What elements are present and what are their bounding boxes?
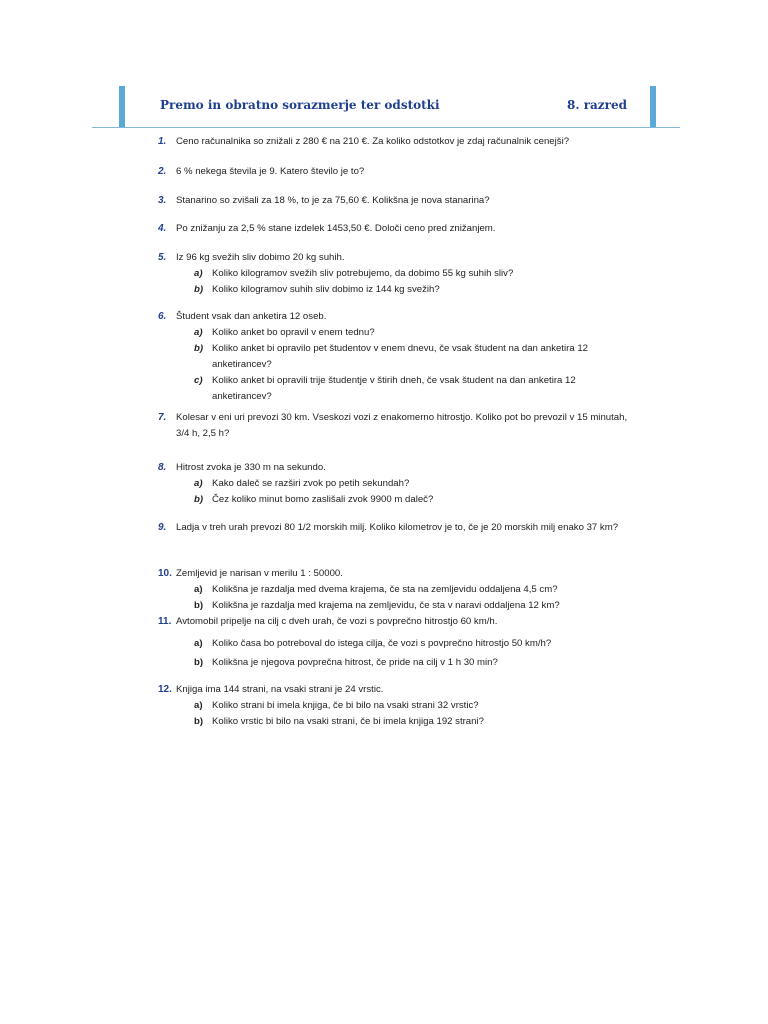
- problem-5: [158, 250, 628, 298]
- problem-text: Po znižanju za 2,5 % stane izdelek 1453,50 €. Določi ceno pred znižanjem.: [176, 223, 496, 234]
- subquestion-letter: b): [194, 657, 204, 668]
- subquestion-a: [194, 698, 628, 714]
- subquestion-a: [194, 325, 628, 341]
- problem-text: Ceno računalnika so znižali z 280 € na 210 €. Za koliko odstotkov je zdaj računalnik cenejši?: [176, 136, 570, 147]
- problem-number: 9.: [158, 522, 167, 533]
- problem-number: 12.: [158, 684, 172, 695]
- subquestion-letter: b): [194, 494, 204, 505]
- subquestion-b: [194, 492, 628, 508]
- page-title: Premo in obratno sorazmerje ter odstotki: [160, 98, 440, 112]
- header-divider: [92, 127, 680, 128]
- subquestion-text: Koliko časa bo potreboval do istega cilja, če vozi s povprečno hitrostjo 50 km/h?: [212, 638, 552, 649]
- problem-8: [158, 460, 628, 508]
- subquestion-a: [194, 476, 628, 492]
- problem-4: [158, 221, 628, 237]
- subquestion-b: [194, 598, 628, 614]
- subquestion-letter: a): [194, 478, 203, 489]
- problem-number: 3.: [158, 195, 167, 206]
- subquestion-letter: b): [194, 716, 204, 727]
- subquestion-letter: b): [194, 284, 204, 295]
- problem-text: Stanarino so zvišali za 18 %, to je za 75,60 €. Kolikšna je nova stanarina?: [176, 195, 490, 206]
- problem-number: 10.: [158, 568, 172, 579]
- subquestion-text: Koliko strani bi imela knjiga, če bi bilo na vsaki strani 32 vrstic?: [212, 700, 479, 711]
- subquestion-c: [194, 373, 628, 405]
- problem-3: [158, 193, 628, 209]
- subquestion-text: Kolikšna je njegova povprečna hitrost, če pride na cilj v 1 h 30 min?: [212, 657, 498, 668]
- problem-text: Knjiga ima 144 strani, na vsaki strani je 24 vrstic.: [176, 684, 384, 695]
- problem-6: [158, 309, 628, 405]
- subquestion-letter: a): [194, 268, 203, 279]
- problem-number: 8.: [158, 462, 167, 473]
- subquestion-b: [194, 655, 628, 671]
- subquestion-text: Kako daleč se razširi zvok po petih sekundah?: [212, 478, 410, 489]
- problem-text: Ladja v treh urah prevozi 80 1/2 morskih milj. Koliko kilometrov je to, če je 20 morskih milj enako 37 km?: [176, 522, 619, 533]
- subquestion-text: Koliko kilogramov suhih sliv dobimo iz 144 kg svežih?: [212, 284, 440, 295]
- subquestion-letter: c): [194, 375, 203, 386]
- subquestion-letter: a): [194, 638, 203, 649]
- subquestion-text: Kolikšna je razdalja med krajema na zemljevidu, če sta v naravi oddaljena 12 km?: [212, 600, 560, 611]
- problem-text: Iz 96 kg svežih sliv dobimo 20 kg suhih.: [176, 252, 345, 263]
- problem-text: Študent vsak dan anketira 12 oseb.: [176, 311, 327, 322]
- subquestion-text: Čez koliko minut bomo zaslišali zvok 9900 m daleč?: [212, 494, 434, 505]
- problem-number: 4.: [158, 223, 167, 234]
- subquestion-text: Koliko kilogramov svežih sliv potrebujemo, da dobimo 55 kg suhih sliv?: [212, 268, 514, 279]
- problem-2: [158, 164, 628, 180]
- header-right-accent: [650, 86, 656, 128]
- problem-12: [158, 682, 628, 730]
- problem-number: 2.: [158, 166, 167, 177]
- problem-number: 11.: [158, 616, 172, 627]
- subquestion-letter: a): [194, 327, 203, 338]
- problem-text: 6 % nekega števila je 9. Katero število je to?: [176, 166, 365, 177]
- subquestion-letter: a): [194, 700, 203, 711]
- problem-number: 5.: [158, 252, 167, 263]
- grade-label: 8. razred: [567, 98, 627, 112]
- problem-text: Kolesar v eni uri prevozi 30 km. Vseskozi vozi z enakomerno hitrostjo. Koliko pot bo prevozil v 15 minutah, 3/4 h, 2,5 h?: [176, 412, 628, 439]
- subquestion-a: [194, 582, 628, 598]
- subquestion-a: [194, 636, 628, 652]
- subquestion-letter: a): [194, 584, 203, 595]
- problem-number: 7.: [158, 412, 167, 423]
- problem-1: [158, 134, 628, 150]
- subquestion-a: [194, 266, 628, 282]
- problem-10: [158, 566, 628, 614]
- problem-text: Zemljevid je narisan v merilu 1 : 50000.: [176, 568, 343, 579]
- header-left-accent: [119, 86, 125, 128]
- problem-text: Avtomobil pripelje na cilj c dveh urah, če vozi s povprečno hitrostjo 60 km/h.: [176, 616, 498, 627]
- subquestion-b: [194, 341, 628, 373]
- problem-number: 6.: [158, 311, 167, 322]
- subquestion-text: Koliko vrstic bi bilo na vsaki strani, če bi imela knjiga 192 strani?: [212, 716, 484, 727]
- subquestion-letter: b): [194, 343, 204, 354]
- subquestion-text: Koliko anket bi opravili trije študentje v štirih dneh, če vsak študent na dan anketira 12 anketirancev?: [212, 375, 576, 402]
- subquestion-text: Koliko anket bi opravilo pet študentov v enem dnevu, če vsak študent na dan anketira 12 anketirancev?: [212, 343, 588, 370]
- problem-11: [158, 614, 628, 671]
- subquestion-letter: b): [194, 600, 204, 611]
- problem-text: Hitrost zvoka je 330 m na sekundo.: [176, 462, 326, 473]
- problem-7: [158, 410, 628, 442]
- subquestion-text: Kolikšna je razdalja med dvema krajema, če sta na zemljevidu oddaljena 4,5 cm?: [212, 584, 558, 595]
- subquestion-text: Koliko anket bo opravil v enem tednu?: [212, 327, 375, 338]
- subquestion-b: [194, 714, 628, 730]
- problem-9: [158, 520, 628, 536]
- subquestion-b: [194, 282, 628, 298]
- problem-number: 1.: [158, 136, 167, 147]
